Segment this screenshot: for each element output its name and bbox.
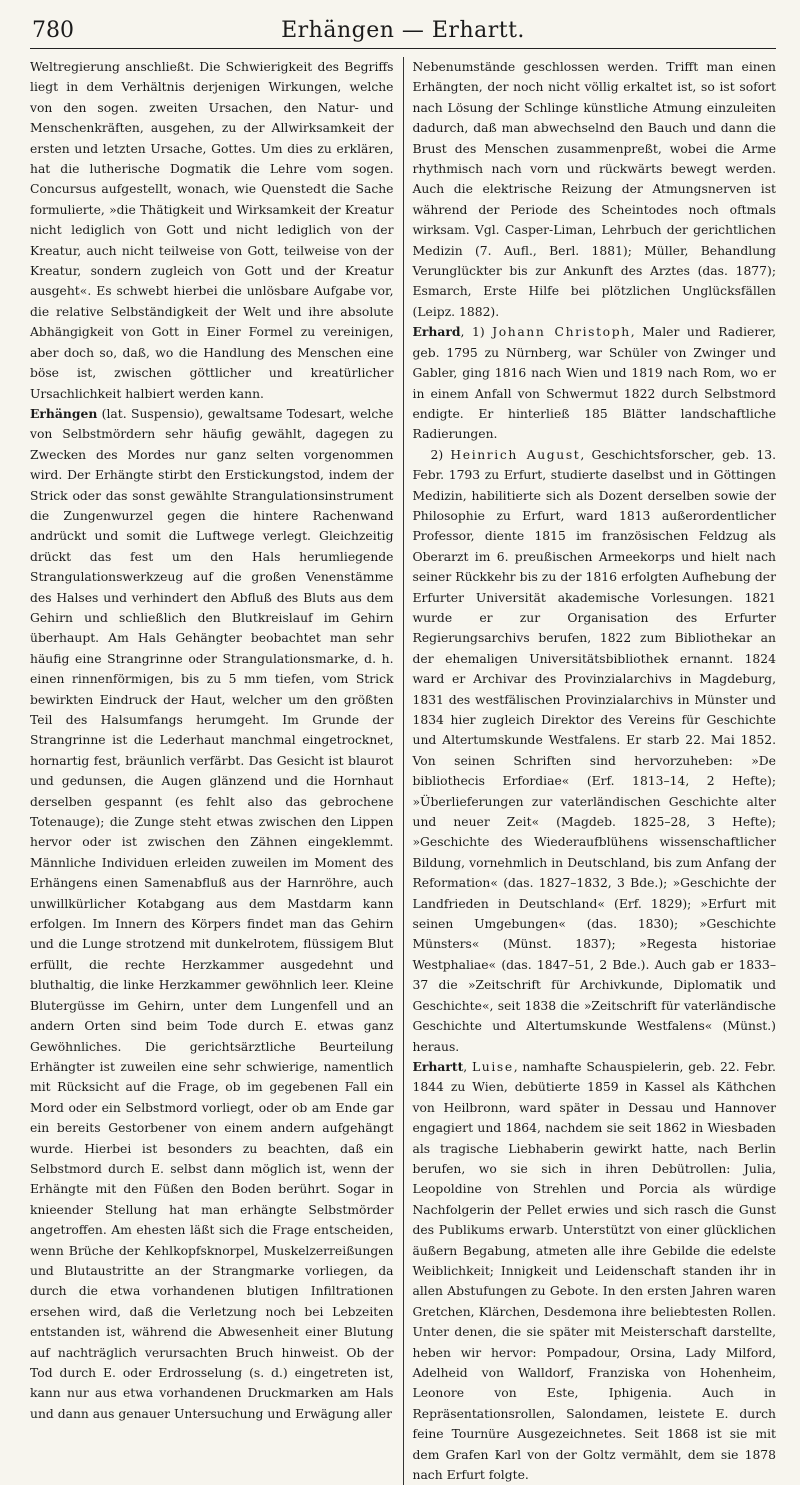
entry-body: , namhafte Schauspielerin, geb. 22. Febr. 1844 zu Wien, debütierte 1859 in Kassel als Käthchen von Heilbronn, ward später in Dessau und Hannover engagiert und 1864, nachdem sie seit 1862 in Wiesbaden als tragische Liebhaberin gewirkt hatte, nach Berlin berufen, wo sie sich in ihren Debütrollen: Julia, Leopoldine von Strehlen und Porcia als würdige Nachfolgerin der Pellet erwies und sich rasch die Gunst des Publikums erwarb. Unterstützt von einer glücklichen äußern Begabung, atmeten alle ihre Gebilde die edelste Weiblichkeit; Innigkeit und Leidenschaft standen ihr in allen Abstufungen zu Gebote. In den ersten Jahren waren Gretchen, Klärchen, Desdemona ihre beliebtesten Rollen. Unter denen, die sie später mit Meisterschaft darstellte, heben wir hervor: Pompadour, Orsina, Lady Milford, Adelheid von Walldorf, Franziska von Hohenheim, Leonore von Este, Iphigenia. Auch in Repräsentationsrollen, Salondamen, leistete E. durch feine Tournüre Ausgezeichnetes. Seit 1868 ist sie mit dem Grafen Karl von der Goltz vermählt, dem sie 1878 nach Erfurt folgte. [412,1059,776,1483]
running-head: Erhängen — Erhartt. [281,18,525,43]
person-name: Luise [472,1059,514,1074]
entry-headword: Erhartt [412,1058,464,1074]
page-number: 780 [32,18,74,43]
entry-erhard-2 [413,445,777,1057]
entry-erhard [413,322,777,444]
entry-erhaengen [30,404,394,1424]
entry-number: 2) [430,447,451,462]
text-columns [30,57,776,1485]
left-column [30,57,404,1485]
entry-body: , Geschichtsforscher, geb. 13. Febr. 1793 zu Erfurt, studierte daselbst und in Göttingen Medizin, habilitierte sich als Dozent derselben sowie der Philosophie zu Erfurt, ward 1813 außerordentlicher Professor, diente 1815 im französischen Feldzug als Oberarzt im 6. preußischen Armeekorps und hielt nach seiner Rückkehr bis zu der 1816 erfolgten Aufhebung der Erfurter Universität akademische Vorlesungen. 1821 wurde er zur Organisation des Erfurter Regierungsarchivs berufen, 1822 zum Bibliothekar an der ehemaligen Universitätsbibliothek ernannt. 1824 ward er Archivar des Provinzialarchivs in Magdeburg, 1831 des westfälischen Provinzialarchivs in Münster und 1834 hier zugleich Direktor des Vereins für Geschichte und Altertumskunde Westfalens. Er starb 22. Mai 1852. Von seinen Schriften sind hervorzuheben: »De bibliothecis Erfordiae« (Erf. 1813–14, 2 Hefte); »Überlieferungen zur vaterländischen Geschichte alter und neuer Zeit« (Magdeb. 1825–28, 3 Hefte); »Geschichte des Wiederaufblühens wissenschaftlicher Bildung, vornehmlich in Deutschland, bis zum Anfang der Reformation« (das. 1827–1832, 3 Bde.); »Geschichte der Landfrieden in Deutschland« (Erf. 1829); »Erfurt mit seinen Umgebungen« (das. 1830); »Geschichte Münsters« (Münst. 1837); »Regesta historiae Westphaliae« (das. 1847–51, 2 Bde.). Auch gab er 1833–37 die »Zeitschrift für Archivkunde, Diplomatik und Geschichte«, seit 1838 die »Zeitschrift für vaterländische Geschichte und Altertumskunde Westfalens« (Münst.) heraus. [412,447,777,1054]
right-column [404,57,777,1485]
entry-body: (lat. Suspensio), gewaltsame Todesart, welche von Selbstmördern sehr häufig gewählt, dagegen zu Zwecken des Mordes nur ganz selten vorgenommen wird. Der Erhängte stirbt den Erstickungstod, indem der Strick oder das sonst gewählte Strangulationsinstrument die Zungenwurzel gegen die hintere Rachenwand andrückt und somit die Luftwege verlegt. Gleichzeitig drückt das fest um den Hals herumliegende Strangulationswerkzeug auf die großen Venenstämme des Halses und verhindert den Abfluß des Bluts aus dem Gehirn und schließlich den Blutkreislauf im Gehirn überhaupt. Am Hals Gehängter beobachtet man sehr häufig eine Strangrinne oder Strangulationsmarke, d. h. einen rinnenförmigen, bis zu 5 mm tiefen, vom Strick bewirkten Eindruck der Haut, welcher um den größten Teil des Halsumfangs herumgeht. Im Grunde der Strangrinne ist die Lederhaut manchmal eingetrocknet, hornartig fest, bräunlich verfärbt. Das Gesicht ist blaurot und gedunsen, die Augen glänzend und die Hornhaut derselben gespannt (es fehlt also das gebrochene Totenauge); die Zunge steht etwas zwischen den Lippen hervor oder ist zwischen den Zähnen eingeklemmt. Männliche Individuen erleiden zuweilen im Moment des Erhängens einen Samenabfluß aus der Harnröhre, auch unwillkürlicher Kotabgang aus dem Mastdarm kann erfolgen. Im Innern des Körpers findet man das Gehirn und die Lunge strotzend mit dunkelrotem, flüssigem Blut erfüllt, die rechte Herzkammer ausgedehnt und bluthaltig, die linke Herzkammer gewöhnlich leer. Kleine Blutergüsse im Gehirn, unter dem Lungenfell und an andern Orten sind beim Tode durch E. etwas ganz Gewöhnliches. Die gerichtsärztliche Beurteilung Erhängter ist zuweilen eine sehr schwierige, namentlich mit Rücksicht auf die Frage, ob im gegebenen Fall ein Mord oder ein Selbstmord vorliegt, oder ob am Ende gar ein bereits Gestorbener von einem andern aufgehängt wurde. Hierbei ist besonders zu beachten, daß ein Selbstmord durch E. selbst dann möglich ist, wenn der Erhängte mit den Füßen den Boden berührt. Sogar in knieender Stellung hat man erhängte Selbstmörder angetroffen. Am ehesten läßt sich die Frage entscheiden, wenn Brüche der Kehlkopfsknorpel, Muskelzerreißungen und Blutaustritte an der Strangmarke vorliegen, da durch die etwa vorhandenen blutigen Infiltrationen ersehen wird, daß die Verletzung noch bei Lebzeiten entstanden ist, während die Abwesenheit einer Blutung auf nachträglich verursachten Bruch hinweist. Ob der Tod durch E. oder Erdrosselung (s. d.) eingetreten ist, kann nur aus etwa vorhandenen Druckmarken am Hals und dann aus genauer Untersuchung und Erwägung aller [30,406,394,1421]
entry-number: , 1) [460,325,493,340]
person-name: Johann Christoph [492,325,631,340]
entry-separator: , [463,1059,472,1074]
entry-body: , Maler und Radierer, geb. 1795 zu Nürnberg, war Schüler von Zwinger und Gabler, ging 1816 nach Wien und 1819 nach Rom, wo er in einem Anfall von Schwermut 1822 durch Selbstmord endigte. Er hinterließ 185 Blätter landschaftliche Radierungen. [412,325,776,442]
entry-headword: Erhängen [30,405,98,421]
entry-erhartt [413,1057,777,1485]
paragraph: Nebenumstände geschlossen werden. Trifft man einen Erhängten, der noch nicht völlig erkaltet ist, so ist sofort nach Lösung der Schlinge künstliche Atmung einzuleiten dadurch, daß man abwechselnd den Bauch und dann die Brust des Menschen zusammenpreßt, wobei die Arme rhythmisch nach vorn und rückwärts bewegt werden. Auch die elektrische Reizung der Atmungsnerven ist während der Periode des Scheintodes noch oftmals wirksam. Vgl. Casper-Liman, Lehrbuch der gerichtlichen Medizin (7. Aufl., Berl. 1881); Müller, Behandlung Verunglückter bis zur Ankunft des Arztes (das. 1877); Esmarch, Erste Hilfe bei plötzlichen Unglücksfällen (Leipz. 1882). [412,60,776,319]
page-header [30,18,776,49]
person-name: Heinrich August [450,447,581,462]
paragraph: Weltregierung anschließt. Die Schwierigkeit des Begriffs liegt in dem Verhältnis derjenigen Wirkungen, welche von den sogen. zweiten Ursachen, den Natur- und Menschenkräften, ausgehen, zu der Allwirksamkeit der ersten und letzten Ursache, Gottes. Um dies zu erklären, hat die lutherische Dogmatik die Lehre vom sogen. Concursus aufgestellt, wonach, wie Quenstedt die Sache formulierte, »die Thätigkeit und Wirksamkeit der Kreatur nicht lediglich von Gott und nicht lediglich von der Kreatur, auch nicht teilweise von Gott, teilweise von der Kreatur, sondern zugleich von Gott und der Kreatur ausgeht«. Es schwebt hierbei die unlösbare Aufgabe vor, die relative Selbständigkeit der Welt und ihre absolute Abhängigkeit von Gott in Einer Formel zu vereinigen, aber doch so, daß, wo die Handlung des Menschen eine böse ist, zwischen göttlicher und kreatürlicher Ursachlichkeit halbiert werden kann. [30,60,394,401]
entry-headword: Erhard [412,324,461,340]
